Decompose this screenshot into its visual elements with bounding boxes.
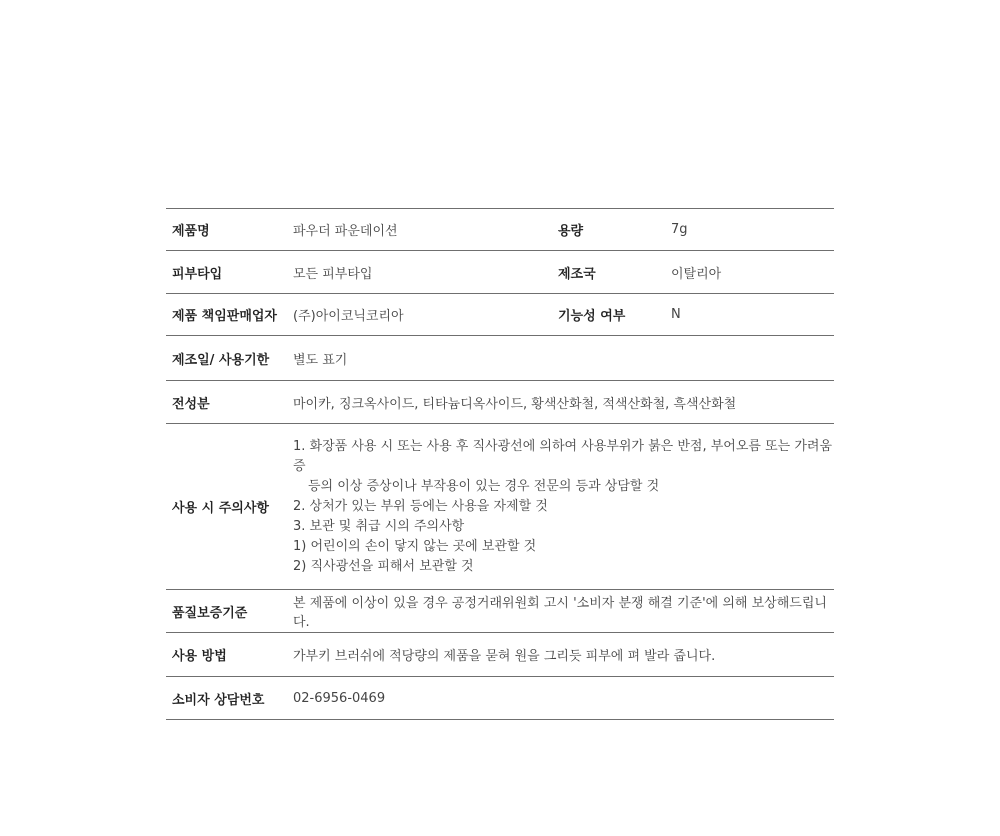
label-country: 제조국 — [558, 266, 596, 282]
value-skin-type: 모든 피부타입 — [293, 266, 373, 282]
caution-line: 2. 상처가 있는 부위 등에는 사용을 자제할 것 — [293, 498, 548, 514]
caution-line: 등의 이상 증상이나 부작용이 있는 경우 전문의 등과 상담할 것 — [308, 478, 660, 494]
label-caution: 사용 시 주의사항 — [172, 501, 269, 516]
caution-line: 3. 보관 및 취급 시의 주의사항 — [293, 518, 465, 534]
value-date: 별도 표기 — [293, 352, 348, 368]
row-date — [166, 336, 834, 381]
value-quality: 본 제품에 이상이 있을 경우 공정거래위원회 고시 '소비자 분쟁 해결 기준'에 의해 보상해드립니다. — [293, 596, 827, 630]
row-usage — [166, 633, 834, 677]
caution-line: 1. 화장품 사용 시 또는 사용 후 직사광선에 의하여 사용부위가 붉은 반점, 부어오름 또는 가려움증 — [293, 438, 833, 474]
label-ingredients: 전성분 — [172, 396, 210, 412]
label-usage: 사용 방법 — [172, 649, 227, 664]
label-seller: 제품 책임판매업자 — [172, 309, 277, 324]
value-usage: 가부키 브러쉬에 적당량의 제품을 묻혀 원을 그리듯 피부에 펴 발라 줍니다. — [293, 649, 716, 664]
row-product-name — [166, 209, 834, 251]
value-ingredients: 마이카, 징크옥사이드, 티타늄디옥사이드, 황색산화철, 적색산화철, 흑색산화철 — [293, 396, 737, 412]
row-caution — [166, 424, 834, 590]
label-quality: 품질보증기준 — [172, 605, 248, 621]
product-info-table — [166, 208, 834, 720]
label-product-name: 제품명 — [172, 224, 210, 239]
row-seller — [166, 294, 834, 336]
caution-line: 1) 어린이의 손이 닿지 않는 곳에 보관할 것 — [293, 538, 537, 554]
row-contact — [166, 677, 834, 720]
label-skin-type: 피부타입 — [172, 266, 223, 282]
value-contact: 02-6956-0469 — [293, 690, 386, 706]
value-product-name: 파우더 파운데이션 — [293, 224, 398, 239]
value-seller: (주)아이코닉코리아 — [293, 309, 404, 324]
label-functional: 기능성 여부 — [558, 309, 626, 324]
row-skin-type — [166, 251, 834, 294]
row-ingredients — [166, 381, 834, 424]
row-quality — [166, 590, 834, 633]
value-functional: N — [671, 307, 681, 322]
value-capacity: 7g — [671, 222, 688, 237]
value-country: 이탈리아 — [671, 266, 722, 282]
caution-list — [293, 437, 834, 577]
label-capacity: 용량 — [558, 224, 584, 239]
value-caution — [293, 437, 834, 577]
label-contact: 소비자 상담번호 — [172, 692, 265, 708]
caution-line: 2) 직사광선을 피해서 보관할 것 — [293, 558, 474, 574]
label-date: 제조일/ 사용기한 — [172, 352, 270, 368]
